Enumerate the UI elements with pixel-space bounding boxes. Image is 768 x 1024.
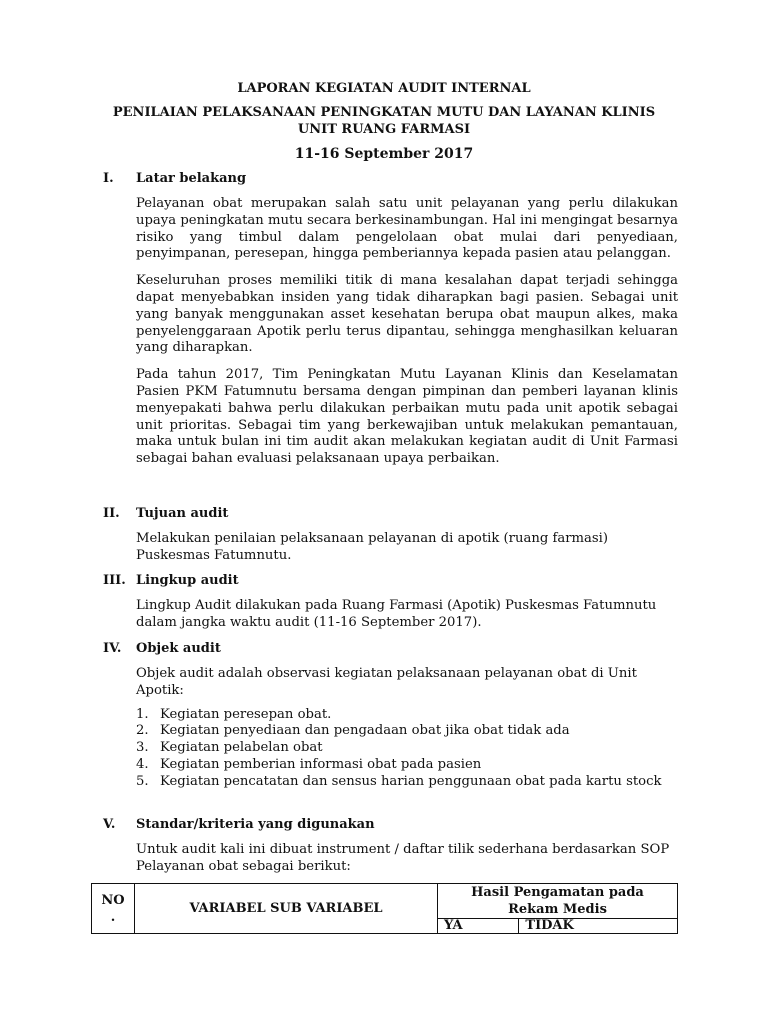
sop-checklist-table bbox=[91, 883, 678, 934]
section-heading bbox=[103, 572, 678, 589]
paragraph: Objek audit adalah observasi kegiatan pelaksanaan pelayanan obat di Unit Apotik: bbox=[136, 666, 637, 698]
section-title: Latar belakang bbox=[136, 171, 247, 186]
subtitle-line-2: UNIT RUANG FARMASI bbox=[297, 122, 471, 137]
section-title: Objek audit bbox=[136, 641, 221, 656]
list-text: Kegiatan pemberian informasi obat pada pasien bbox=[160, 756, 482, 772]
paragraph: Keseluruhan proses memiliki titik di mana kesalahan dapat terjadi sehingga dapat menyebabkan insiden yang tidak diharapkan bagi pasien. Sebagai unit yang banyak menggunakan asset kesehatan berupa obat maupun alkes, maka penyelenggaraan Apotik perlu terus dipantau, sehingga menghasilkan keluaran yang diharapkan. bbox=[136, 273, 678, 356]
list-item bbox=[136, 757, 678, 774]
section-title: Tujuan audit bbox=[136, 506, 229, 521]
section-latar-belakang bbox=[103, 170, 678, 468]
section-number: V. bbox=[103, 817, 116, 832]
col-header-hasil bbox=[438, 884, 678, 919]
paragraph: Untuk audit kali ini dibuat instrument / daftar tilik sederhana berdasarkan SOP Pelayanan obat sebagai berikut: bbox=[136, 842, 670, 874]
section-heading bbox=[103, 505, 678, 522]
list-item bbox=[136, 723, 678, 740]
col-header-tidak: TIDAK bbox=[519, 919, 678, 934]
col-header-variabel: VARIABEL SUB VARIABEL bbox=[135, 884, 438, 934]
report-date: 11-16 September 2017 bbox=[294, 146, 474, 162]
section-objek-audit bbox=[103, 640, 678, 791]
list-item bbox=[136, 707, 678, 724]
list-item bbox=[136, 740, 678, 757]
hasil-line-2: Rekam Medis bbox=[508, 902, 607, 917]
section-number: II. bbox=[103, 506, 120, 521]
section-lingkup-audit bbox=[103, 572, 678, 632]
section-title: Standar/kriteria yang digunakan bbox=[136, 817, 375, 832]
section-number: IV. bbox=[103, 641, 122, 656]
section-standar-kriteria bbox=[103, 816, 678, 876]
hasil-line-1: Hasil Pengamatan pada bbox=[471, 885, 644, 900]
subtitle-line-1: PENILAIAN PELAKSANAAN PENINGKATAN MUTU DAN LAYANAN KLINIS bbox=[112, 105, 656, 120]
report-subtitle bbox=[90, 104, 678, 138]
section-title: Lingkup audit bbox=[136, 573, 239, 588]
section-tujuan-audit bbox=[103, 505, 678, 565]
list-text: Kegiatan penyediaan dan pengadaan obat jika obat tidak ada bbox=[160, 723, 570, 739]
section-heading bbox=[103, 640, 678, 657]
paragraph: Lingkup Audit dilakukan pada Ruang Farmasi (Apotik) Puskesmas Fatumnutu dalam jangka waktu audit (11-16 September 2017). bbox=[136, 598, 657, 630]
paragraph: Pada tahun 2017, Tim Peningkatan Mutu Layanan Klinis dan Keselamatan Pasien PKM Fatumnutu bersama dengan pimpinan dan pemberi layanan klinis menyepakati bahwa perlu dilakukan perbaikan mutu pada unit apotik sebagai unit prioritas. Sebagai tim yang berkewajiban untuk melakukan pemantauan, maka untuk bulan ini tim audit akan melakukan kegiatan audit di Unit Farmasi sebagai bahan evaluasi pelaksanaan upaya perbaikan. bbox=[136, 367, 678, 467]
list-number: 1. bbox=[136, 706, 149, 722]
list-number: 5. bbox=[136, 773, 149, 789]
col-header-no bbox=[92, 884, 135, 934]
list-text: Kegiatan pelabelan obat bbox=[160, 740, 323, 756]
objek-audit-list bbox=[136, 707, 678, 791]
no-label: NO bbox=[101, 892, 125, 908]
list-text: Kegiatan peresepan obat. bbox=[160, 706, 332, 722]
col-header-ya: YA bbox=[438, 919, 519, 934]
list-number: 2. bbox=[136, 723, 149, 739]
section-heading bbox=[103, 816, 678, 833]
paragraph: Melakukan penilaian pelaksanaan pelayanan di apotik (ruang farmasi) Puskesmas Fatumnutu. bbox=[136, 531, 609, 563]
paragraph: Pelayanan obat merupakan salah satu unit pelayanan yang perlu dilakukan upaya peningkatan mutu secara berkesinambungan. Hal ini mengingat besarnya risiko yang timbul dalam pengelolaan obat mulai dari penyediaan, penyimpanan, peresepan, hingga pemberiannya kepada pasien atau pelanggan. bbox=[136, 196, 678, 262]
section-number: I. bbox=[103, 171, 114, 186]
no-dot: . bbox=[110, 909, 116, 925]
list-item bbox=[136, 774, 678, 791]
list-text: Kegiatan pencatatan dan sensus harian penggunaan obat pada kartu stock bbox=[160, 773, 662, 789]
list-number: 4. bbox=[136, 756, 149, 772]
list-number: 3. bbox=[136, 740, 149, 756]
section-number: III. bbox=[103, 573, 126, 588]
report-title: LAPORAN KEGIATAN AUDIT INTERNAL bbox=[237, 81, 531, 96]
section-heading bbox=[103, 170, 678, 187]
table-header-row bbox=[92, 884, 678, 919]
